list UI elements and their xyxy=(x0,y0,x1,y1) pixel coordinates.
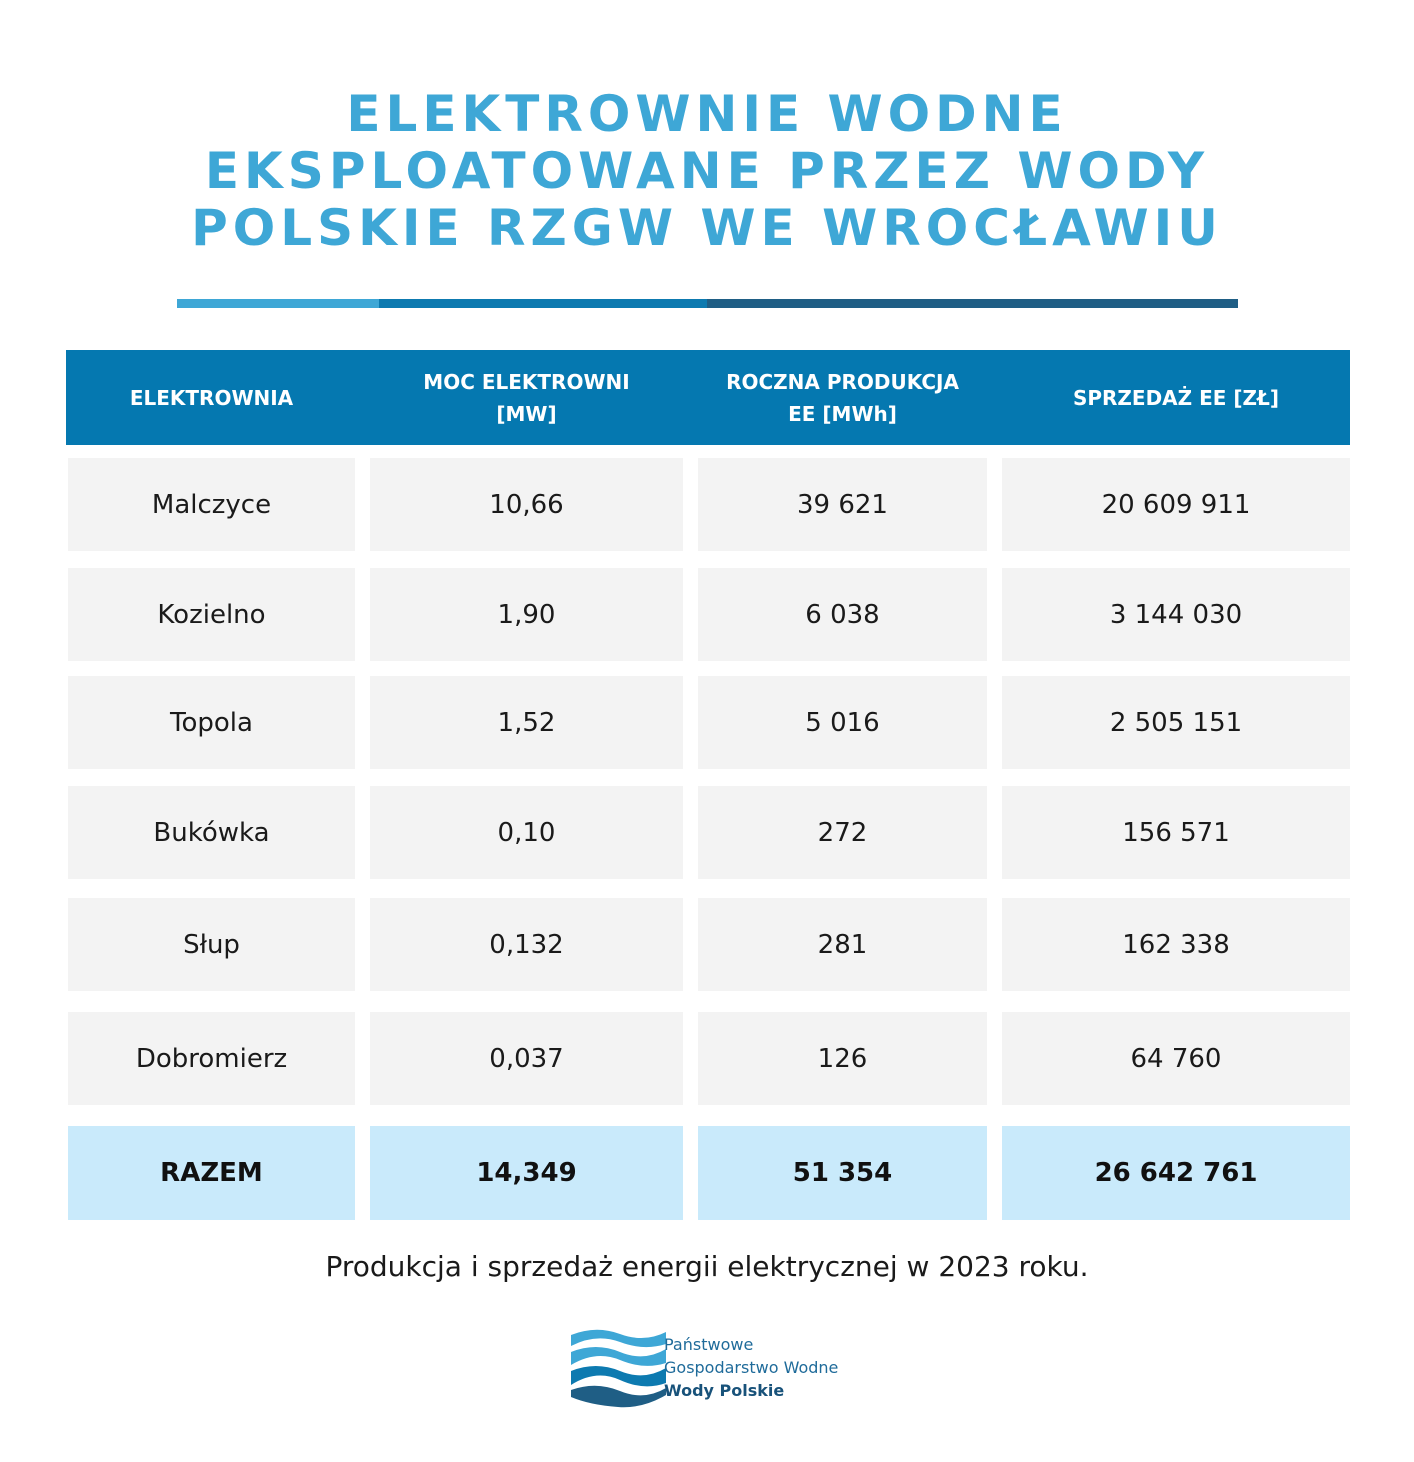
cell-power: 0,132 xyxy=(370,898,683,991)
cell-production: 126 xyxy=(698,1012,987,1105)
title-line-2: EKSPLOATOWANE PRZEZ WODY xyxy=(204,142,1210,200)
title-line-1: ELEKTROWNIE WODNE xyxy=(346,85,1068,143)
cell-power: 10,66 xyxy=(370,458,683,551)
cell-production: 5 016 xyxy=(698,676,987,769)
title-divider-mid xyxy=(379,299,707,308)
cell-name: Topola xyxy=(68,676,355,769)
title-divider-light xyxy=(177,299,379,308)
logo-line-2: Gospodarstwo Wodne xyxy=(664,1358,839,1377)
cell-sales: 64 760 xyxy=(1002,1012,1350,1105)
cell-power: 1,90 xyxy=(370,568,683,661)
cell-name: Bukówka xyxy=(68,786,355,879)
cell-production: 39 621 xyxy=(698,458,987,551)
table-caption: Produkcja i sprzedaż energii elektrycznej w 2023 roku. xyxy=(325,1250,1089,1283)
cell-power: 0,10 xyxy=(370,786,683,879)
title-line-3: POLSKIE RZGW WE WROCŁAWIU xyxy=(191,199,1223,257)
title-divider-dark xyxy=(707,299,1238,308)
cell-name: Słup xyxy=(68,898,355,991)
cell-name: Dobromierz xyxy=(68,1012,355,1105)
header-produkcja: ROCZNA PRODUKCJA EE [MWh] xyxy=(726,369,959,426)
cell-production: 272 xyxy=(698,786,987,879)
cell-name: Kozielno xyxy=(68,568,355,661)
header-elektrownia: ELEKTROWNIA xyxy=(129,385,294,410)
logo-line-1: Państwowe xyxy=(664,1335,754,1354)
header-moc: MOC ELEKTROWNI [MW] xyxy=(423,369,630,426)
total-production: 51 354 xyxy=(698,1126,987,1220)
cell-sales: 3 144 030 xyxy=(1002,568,1350,661)
cell-production: 6 038 xyxy=(698,568,987,661)
total-power: 14,349 xyxy=(370,1126,683,1220)
total-sales: 26 642 761 xyxy=(1002,1126,1350,1220)
header-sprzedaz: SPRZEDAŻ EE [ZŁ] xyxy=(1072,385,1280,410)
logo-text xyxy=(664,1333,838,1402)
cell-production: 281 xyxy=(698,898,987,991)
logo-line-3: Wody Polskie xyxy=(664,1381,785,1400)
cell-sales: 2 505 151 xyxy=(1002,676,1350,769)
cell-power: 0,037 xyxy=(370,1012,683,1105)
cell-sales: 162 338 xyxy=(1002,898,1350,991)
cell-power: 1,52 xyxy=(370,676,683,769)
total-label: RAZEM xyxy=(68,1126,355,1220)
wody-polskie-logo-icon xyxy=(568,1328,668,1410)
cell-sales: 156 571 xyxy=(1002,786,1350,879)
cell-name: Malczyce xyxy=(68,458,355,551)
page-title xyxy=(0,86,1414,257)
cell-sales: 20 609 911 xyxy=(1002,458,1350,551)
